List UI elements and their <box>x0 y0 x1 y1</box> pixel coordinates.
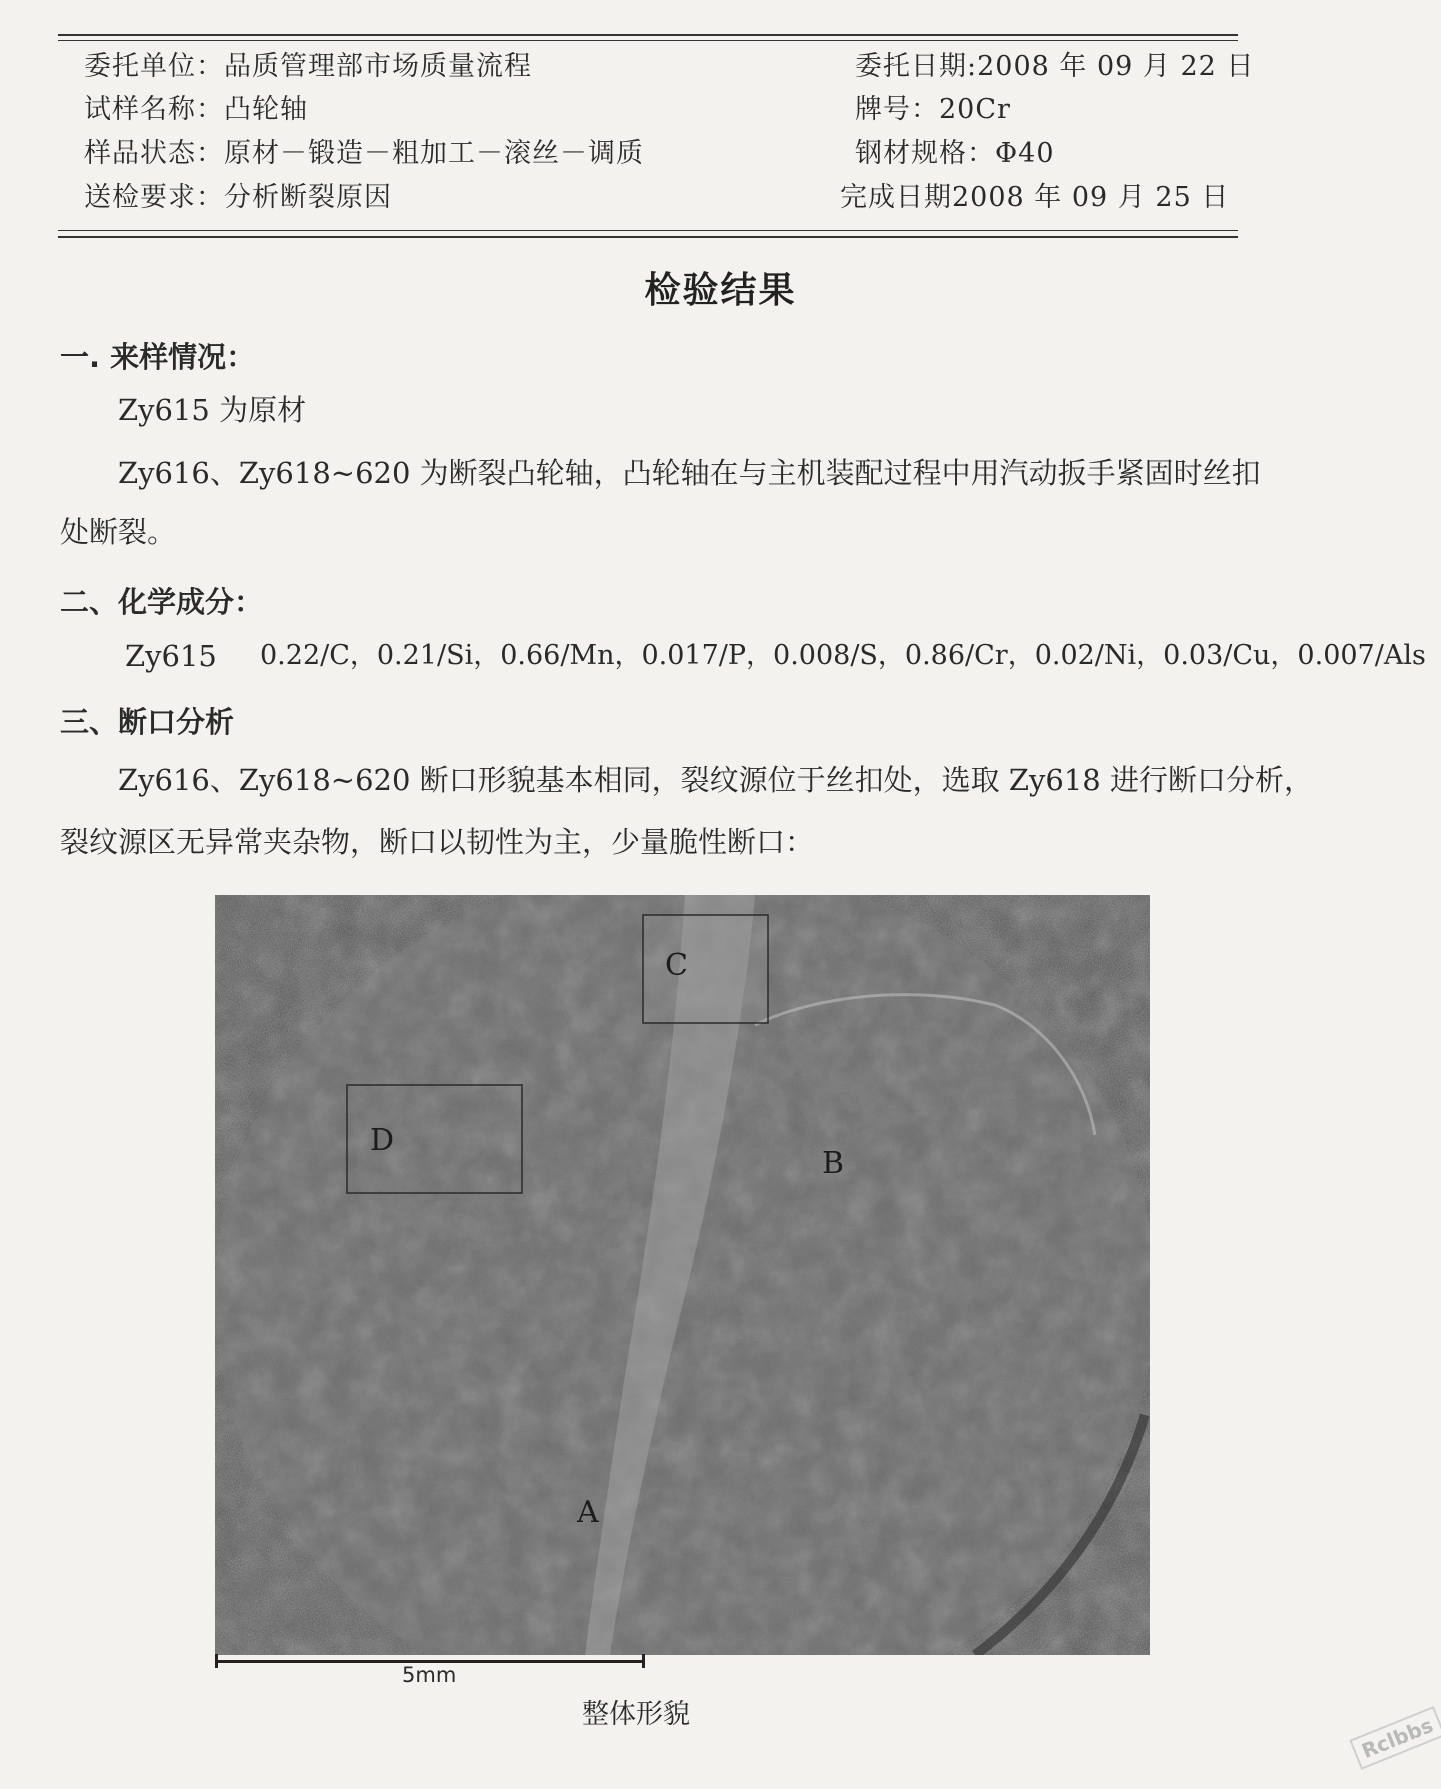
section1-line2: Zy616、Zy618~620 为断裂凸轮轴，凸轮轴在与主机装配过程中用汽动扳手紧固时丝扣 <box>118 456 1261 490</box>
section3-line1: Zy616、Zy618~620 断口形貌基本相同，裂纹源位于丝扣处，选取 Zy618 进行断口分析， <box>118 763 1313 797</box>
grade-label: 牌号： <box>855 94 939 125</box>
region-b-label: B <box>822 1146 845 1181</box>
section2-heading: 二、化学成分： <box>60 585 264 619</box>
fracture-photo-svg <box>215 895 1150 1655</box>
figure-caption: 整体形貌 <box>582 1699 690 1730</box>
client-value: 品质管理部市场质量流程 <box>224 51 532 82</box>
state-label: 样品状态： <box>84 138 224 169</box>
header-bottom-rule <box>58 230 1238 231</box>
spec-label: 钢材规格： <box>855 138 995 169</box>
region-a-label: A <box>577 1495 599 1530</box>
finish-value: 2008 年 09 月 25 日 <box>952 182 1230 213</box>
request-row <box>84 183 392 213</box>
scale-bar-label: 5mm <box>402 1663 457 1687</box>
client-row <box>84 52 532 82</box>
sample-label: 试样名称： <box>84 94 224 125</box>
request-label: 送检要求： <box>84 182 224 213</box>
client-label: 委托单位： <box>84 51 224 82</box>
section1-line3: 处断裂。 <box>60 515 177 549</box>
region-c-box <box>643 915 768 1023</box>
state-row <box>84 139 644 169</box>
date-label: 委托日期: <box>855 51 978 82</box>
spec-row <box>855 139 1055 169</box>
section3-heading: 三、断口分析 <box>60 705 235 739</box>
page-title: 检验结果 <box>644 270 797 311</box>
section3-line2: 裂纹源区无异常夹杂物，断口以韧性为主，少量脆性断口： <box>60 825 815 859</box>
spec-value: Φ40 <box>995 138 1055 169</box>
fracture-photo <box>215 895 1150 1655</box>
date-row <box>855 52 1254 82</box>
grade-value: 20Cr <box>939 94 1011 125</box>
section1-line1: Zy615 为原材 <box>118 393 307 427</box>
finish-row <box>840 183 1229 213</box>
scale-bar-tick-left <box>215 1654 218 1668</box>
sample-row <box>84 95 308 125</box>
header-top-rule-thin <box>58 40 1238 41</box>
state-value: 原材－锻造－粗加工－滚丝－调质 <box>224 138 644 169</box>
sample-value: 凸轮轴 <box>224 94 308 125</box>
grade-row <box>855 95 1011 125</box>
date-value: 2008 年 09 月 22 日 <box>977 51 1255 82</box>
header-top-rule <box>58 34 1238 36</box>
section1-heading: 一. 来样情况： <box>60 340 256 374</box>
region-d-label: D <box>370 1123 395 1158</box>
scale-bar-tick-right <box>642 1654 645 1668</box>
region-c-label: C <box>665 948 688 983</box>
finish-label: 完成日期 <box>840 182 952 213</box>
request-value: 分析断裂原因 <box>224 182 392 213</box>
section2-composition: 0.22/C，0.21/Si，0.66/Mn，0.017/P，0.008/S，0.86/Cr，0.02/Ni，0.03/Cu，0.007/Als <box>260 640 1426 671</box>
header-bottom-rule-thick <box>58 236 1238 238</box>
watermark-stamp: Rclbbs <box>1349 1706 1441 1770</box>
section2-sample: Zy615 <box>125 639 217 673</box>
